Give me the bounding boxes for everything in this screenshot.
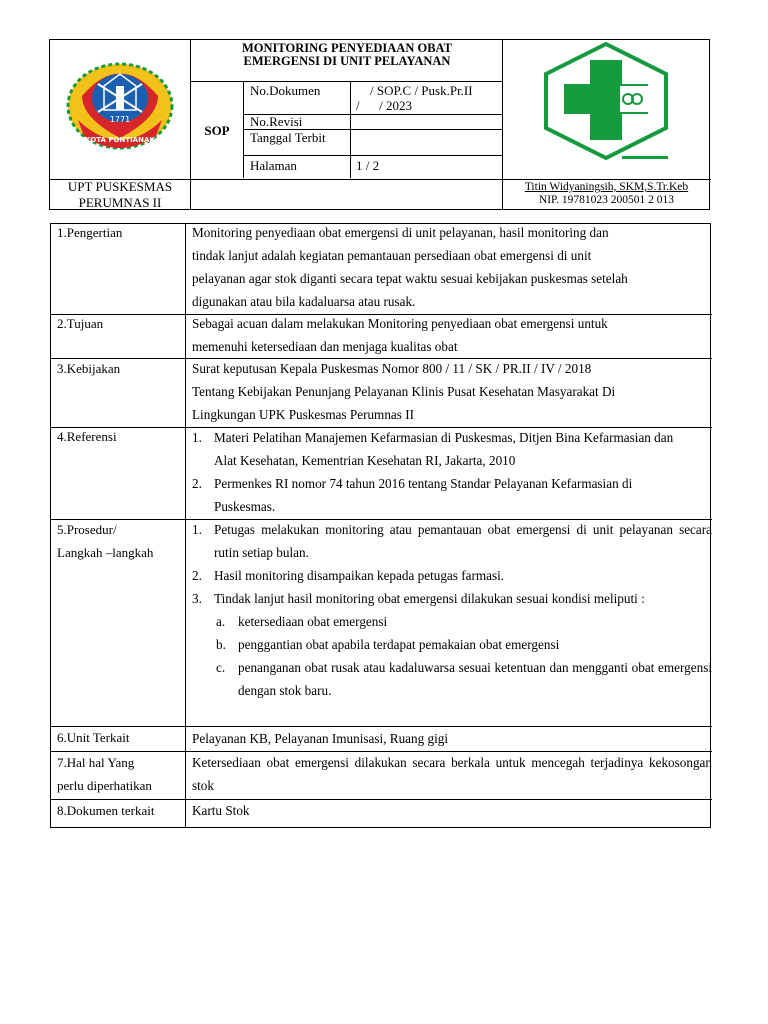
institution-name [50,179,190,211]
sop-label: SOP [204,123,230,138]
label-line: Langkah –langkah [57,545,154,560]
row-text-referensi [192,426,692,518]
text-line: Monitoring penyediaan obat emergensi di unit pelayanan, hasil monitoring dan [192,225,609,240]
sub-list-letter: a. [216,614,226,629]
list-item [192,587,712,610]
row-text-pengertian [192,221,706,313]
list-text: Tindak lanjut hasil monitoring obat emergensi dilakukan sesuai kondisi meliputi : [214,591,645,606]
label-line: 5.Prosedur/ [57,522,117,537]
list-item [192,564,712,587]
row-label-hal-perlu-diperhatikan [57,751,152,797]
row-text-prosedur [192,518,712,702]
label-line: 7.Hal hal Yang [57,755,135,770]
field-label-tanggal-terbit: Tanggal Terbit [250,130,326,145]
title-line: EMERGENSI DI UNIT PELAYANAN [243,54,451,68]
sub-list-text: penanganan obat rusak atau kadaluwarsa sesuai ketentuan dan mengganti obat emergensi dengan stok baru. [238,660,712,698]
list-item [192,426,692,472]
sub-list-text: ketersediaan obat emergensi [238,614,388,629]
list-item [192,472,692,518]
field-label-no-dokumen: No.Dokumen [250,83,321,98]
sop-header-table [49,39,710,210]
puskesmas-logo [542,42,670,160]
sop-content-table [50,223,711,828]
list-text: Permenkes RI nomor 74 tahun 2016 tentang Standar Pelayanan Kefarmasian di Puskesmas. [214,476,633,514]
document-title [191,40,503,68]
text-line: pelayanan agar stok diganti secara tepat waktu sesuai kebijakan puskesmas setelah [192,271,628,286]
text-line: digunakan atau bila kadaluarsa atau rusak. [192,294,416,309]
list-text: Hasil monitoring disampaikan kepada petugas farmasi. [214,568,505,583]
text-line: memenuhi ketersediaan dan menjaga kualitas obat [192,339,458,354]
row-label-dokumen-terkait: 8.Dokumen terkait [57,803,155,818]
sub-list-item [192,633,712,656]
signer-name: Titin Widyaningsih, SKM,S.Tr.Keb [524,181,689,193]
svg-text:1771: 1771 [109,115,131,124]
signer-block [502,181,711,207]
label-line: perlu diperhatikan [57,778,152,793]
sub-list-item [192,610,712,633]
list-item [192,518,712,564]
sub-list-letter: b. [216,637,226,652]
row-label-referensi: 4.Referensi [57,429,117,444]
row-text-dokumen-terkait: Kartu Stok [192,803,250,818]
row-label-tujuan: 2.Tujuan [57,316,104,331]
divider [243,155,502,156]
list-number: 2. [192,476,202,491]
field-label-halaman: Halaman [250,158,297,173]
text-line: Sebagai acuan dalam melakukan Monitoring penyediaan obat emergensi untuk [192,316,608,331]
row-label-pengertian: 1.Pengertian [57,225,123,240]
row-text-tujuan [192,312,706,358]
row-text-hal-perlu-diperhatikan: Ketersediaan obat emergensi dilakukan secara berkala untuk mencegah terjadinya kekosongan stok [192,755,712,793]
institution-line: UPT PUSKESMAS [67,179,173,194]
row-label-kebijakan: 3.Kebijakan [57,361,121,376]
text-line: Tentang Kebijakan Penunjang Pelayanan Klinis Pusat Kesehatan Masyarakat Di [192,384,616,399]
signer-nip: NIP. 19781023 200501 2 013 [538,194,675,206]
field-value-no-dokumen-line2: / / 2023 [356,98,412,113]
text-line: Surat keputusan Kepala Puskesmas Nomor 800 / 11 / SK / PR.II / IV / 2018 [192,361,592,376]
text-line: tindak lanjut adalah kegiatan pemantauan persediaan obat emergensi di unit [192,248,592,263]
text-line: Lingkungan UPK Puskesmas Perumnas II [192,407,414,422]
pontianak-city-emblem-logo [64,56,176,160]
list-number: 1. [192,430,202,445]
title-line: MONITORING PENYEDIAAN OBAT [242,41,452,55]
list-text: Petugas melakukan monitoring atau pemantauan obat emergensi di unit pelayanan secara rutin setiap bulan. [214,522,712,560]
institution-line: PERUMNAS II [78,195,162,210]
row-text-unit-terkait: Pelayanan KB, Pelayanan Imunisasi, Ruang gigi [192,731,449,746]
sub-list-item [192,656,712,702]
field-value-no-dokumen: / SOP.C / Pusk.Pr.II [370,83,473,98]
svg-text:KOTA PONTIANAK: KOTA PONTIANAK [85,136,155,144]
list-number: 3. [192,591,202,606]
row-label-unit-terkait: 6.Unit Terkait [57,730,130,745]
sub-list-text: penggantian obat apabila terdapat pemakaian obat emergensi [238,637,560,652]
sub-list-letter: c. [216,660,226,675]
field-label-no-revisi: No.Revisi [250,114,303,129]
row-label-prosedur [57,518,153,564]
row-text-kebijakan [192,357,706,426]
field-value-halaman: 1 / 2 [356,158,380,173]
list-number: 1. [192,522,202,537]
divider [190,81,502,82]
list-number: 2. [192,568,202,583]
list-text: Materi Pelatihan Manajemen Kefarmasian di Puskesmas, Ditjen Bina Kefarmasian dan Alat Kesehatan, Kementrian Kesehatan RI, Jakarta, 2010 [214,430,674,468]
